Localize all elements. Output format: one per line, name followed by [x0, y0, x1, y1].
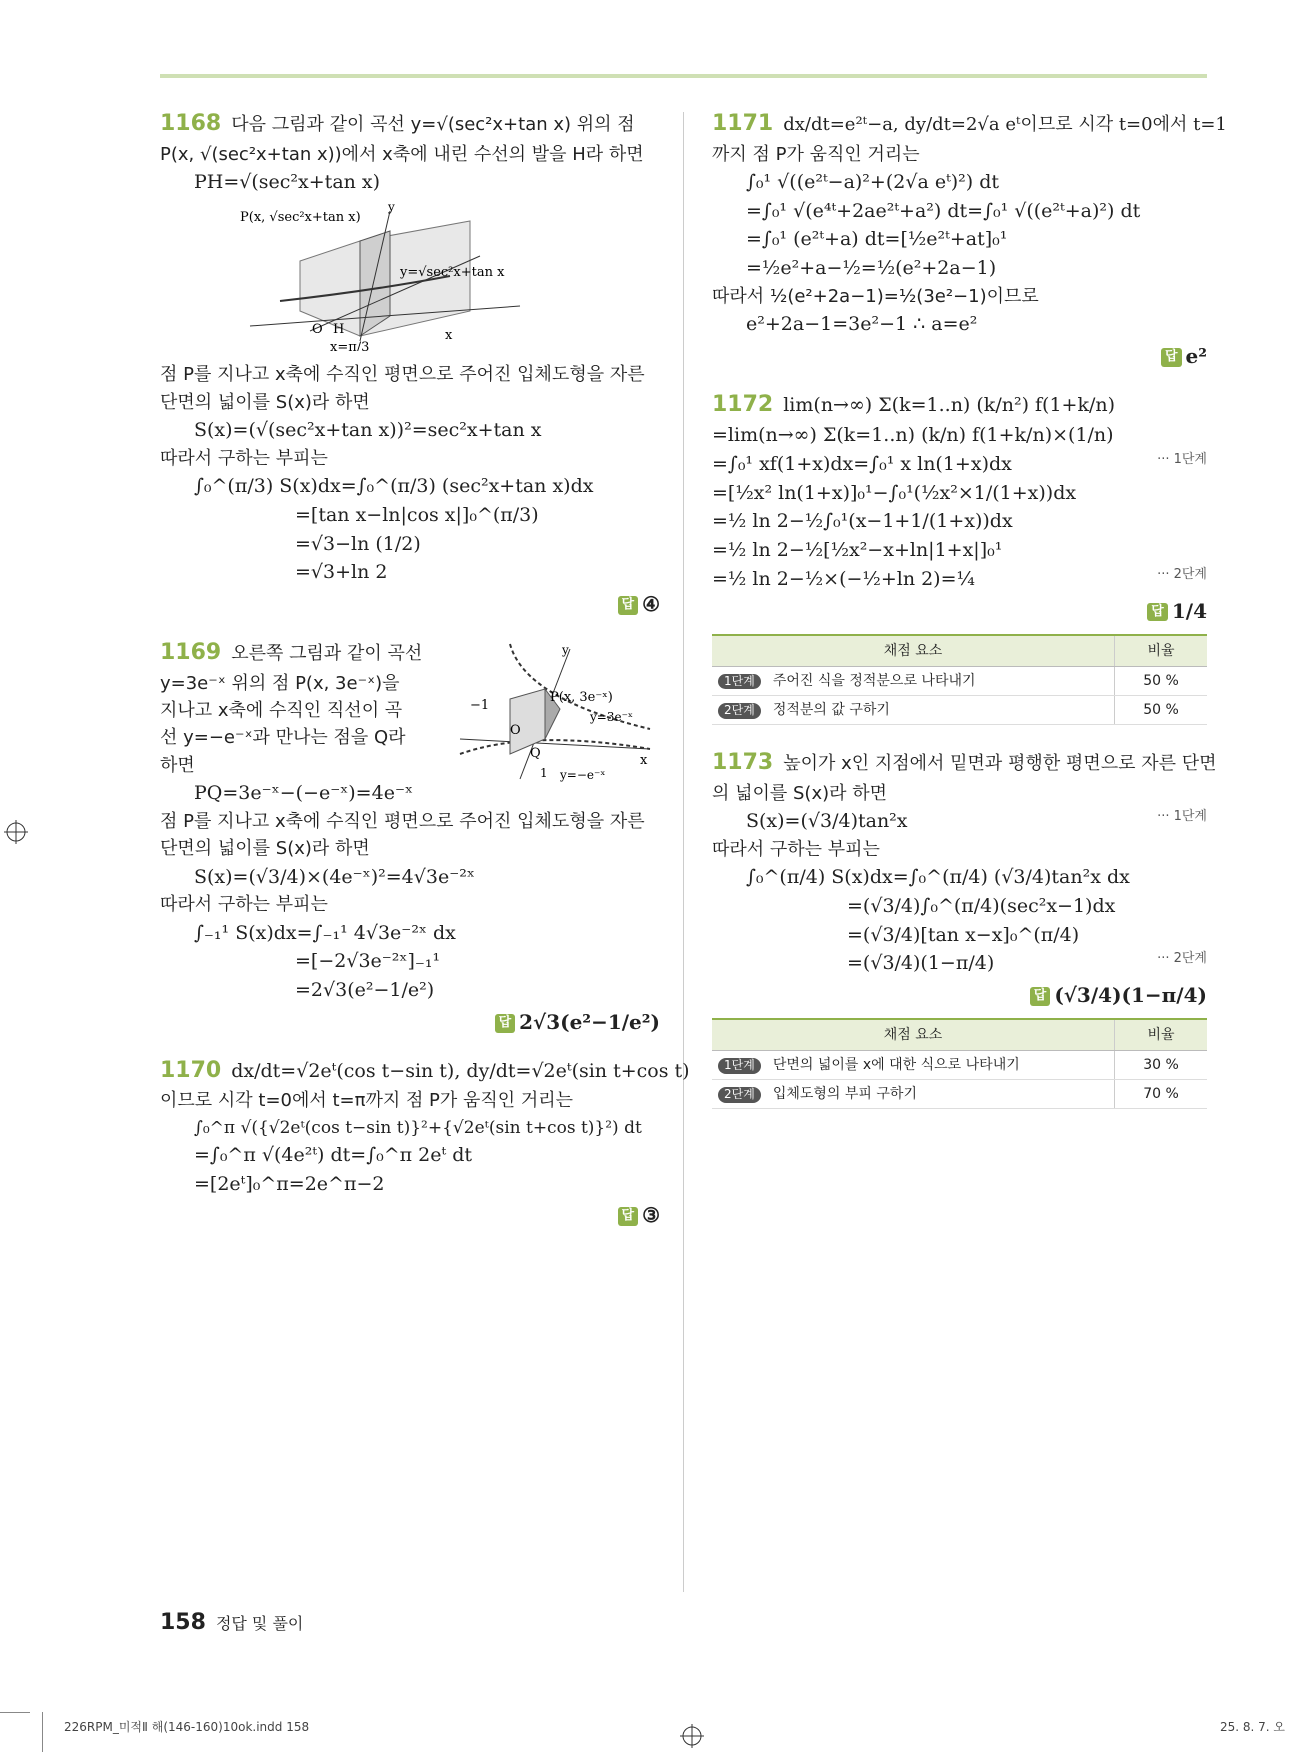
svg-text:−1: −1	[470, 697, 490, 713]
registration-mark-icon	[4, 820, 28, 844]
svg-text:O: O	[312, 321, 323, 337]
score-table-1173: 채점 요소 비율 1단계 단면의 넓이를 x에 대한 식으로 나타내기 30 % 2단계 입체도형의 부피 구하기 70 %	[712, 1018, 1207, 1110]
answer-badge: 답	[618, 596, 639, 615]
stage-marker: ··· 2단계	[1157, 951, 1207, 967]
answer-1171: 답 e²	[712, 343, 1207, 369]
problem-1168: 1168 다음 그림과 같이 곡선 y=√(sec²x+tan x) 위의 점 P(x, √(sec²x+tan x))에서 x축에 내린 수선의 발을 H라 하면 PH=√(sec²x+tan x) P(x, √sec²x+tan x) y y=√sec²x+tan x O H x x=π/3 점 P를 지나고 x축에 수직인 평면으로 주어진 입체도형을 자른 단면의 넓이를 S(x)라 하면 S(x)=(√(sec²x+tan x))²=sec²x+tan x 따라서 구하는 부피는 ∫₀^(π/3) S(x)dx=∫₀^(π/3) (sec²x+tan x)dx =[tan x−ln|cos x|]₀^(π/3) =√3−ln (1/2) =√3+ln 2 답 ④	[160, 111, 660, 616]
answer-1172: 답 1/4	[712, 598, 1207, 624]
problem-1171: 1171 dx/dt=e²ᵗ−a, dy/dt=2√a eᵗ이므로 시각 t=0에서 t=1 까지 점 P가 움직인 거리는 ∫₀¹ √((e²ᵗ−a)²+(2√a eᵗ)²) dt =∫₀¹ √(e⁴ᵗ+2ae²ᵗ+a²) dt=∫₀¹ √((e²ᵗ+a)²) dt =∫₀¹ (e²ᵗ+a) dt=[½e²ᵗ+at]₀¹ =½e²+a−½=½(e²+2a−1) 따라서 ½(e²+2a−1)=½(3e²−1)이므로 e²+2a−1=3e²−1 ∴ a=e² 답 e²	[712, 111, 1227, 368]
answer-1168: 답 ④	[160, 591, 660, 617]
answer-1173: 답 (√3/4)(1−π/4)	[712, 982, 1207, 1008]
problem-number: 1173	[712, 750, 774, 776]
stage-marker: ··· 1단계	[1157, 452, 1207, 468]
file-slug: 226RPM_미적Ⅱ 해(146-160)10ok.indd 158	[64, 1720, 310, 1734]
table-row: 2단계 정적분의 값 구하기 50 %	[712, 695, 1207, 724]
left-column	[160, 106, 690, 1250]
svg-text:y=√sec²x+tan x: y=√sec²x+tan x	[400, 264, 505, 280]
stage-marker: ··· 1단계	[1157, 809, 1207, 825]
problem-number: 1168	[160, 111, 222, 136]
problem-number: 1169	[160, 639, 222, 665]
figure-1169	[450, 639, 660, 796]
svg-text:y=3e⁻ˣ: y=3e⁻ˣ	[590, 709, 633, 724]
stage-marker: ··· 2단계	[1157, 566, 1207, 582]
problem-1172: 1172 lim(n→∞) Σ(k=1..n) (k/n²) f(1+k/n) =lim(n→∞) Σ(k=1..n) (k/n) f(1+k/n)×(1/n) =∫₀¹ xf(1+x)dx=∫₀¹ x ln(1+x)dx ··· 1단계 =[½x² ln(1+x)]₀¹−∫₀¹(½x²×1/(1+x))dx =½ ln 2−½∫₀¹(x−1+1/(1+x))dx =½ ln 2−½[½x²−x+ln|1+x|]₀¹ =½ ln 2−½×(−½+ln 2)=¼ ··· 2단계 답 1/4 채점 요소 비율 1단계 주어진 식을 정적분으로 나타내기 50 % 2단계 정적분의 값 구하기 50 %	[712, 391, 1207, 725]
problem-1170: 1170 dx/dt=√2eᵗ(cos t−sin t), dy/dt=√2eᵗ(sin t+cos t) 이므로 시각 t=0에서 t=π까지 점 P가 움직인 거리는 ∫₀^π √({√2eᵗ(cos t−sin t)}²+{√2eᵗ(sin t+cos t)}²) dt =∫₀^π √(4e²ᵗ) dt=∫₀^π 2eᵗ dt =[2eᵗ]₀^π=2e^π−2 답 ③	[160, 1057, 690, 1228]
registration-mark-icon	[680, 1724, 704, 1748]
problem-1169: y P(x, 3e⁻ˣ) y=3e⁻ˣ −1 O Q x 1 y=−e⁻ˣ 1169 오른쪽 그림과 같이 곡선 y=3e⁻ˣ 위의 점 P(x, 3e⁻ˣ)을 지나고 x축에 수직인 직선이 곡 선 y=−e⁻ˣ과 만나는 점을 Q라 하면 PQ=3e⁻ˣ−(−e⁻ˣ)=4e⁻ˣ 점 P를 지나고 x축에 수직인 평면으로 주어진 입체도형을 자른 단면의 넓이를 S(x)라 하면 S(x)=(√3/4)×(4e⁻ˣ)²=4√3e⁻²ˣ 따라서 구하는 부피는 ∫₋₁¹ S(x)dx=∫₋₁¹ 4√3e⁻²ˣ dx =[−2√3e⁻²ˣ]₋₁¹ =2√3(e²−1/e²) 답 2√3(e²−1/e²)	[160, 639, 660, 1034]
answer-badge: 답	[1147, 603, 1168, 622]
problem-number: 1172	[712, 391, 774, 417]
svg-text:O: O	[510, 722, 521, 738]
svg-text:x: x	[445, 327, 453, 343]
svg-text:x=π/3: x=π/3	[330, 339, 370, 351]
svg-text:y=−e⁻ˣ: y=−e⁻ˣ	[560, 767, 606, 782]
svg-text:H: H	[333, 321, 345, 337]
svg-text:y: y	[562, 642, 569, 657]
svg-text:x: x	[640, 752, 648, 768]
problem-1173: 1173 높이가 x인 지점에서 밑면과 평행한 평면으로 자른 단면 의 넓이를 S(x)라 하면 S(x)=(√3/4)tan²x ··· 1단계 따라서 구하는 부피는 ∫₀^(π/4) S(x)dx=∫₀^(π/4) (√3/4)tan²x dx =(√3/4)∫₀^(π/4)(sec²x−1)dx =(√3/4)[tan x−x]₀^(π/4) =(√3/4)(1−π/4) ··· 2단계 답 (√3/4)(1−π/4) 채점 요소 비율 1단계 단면의 넓이를 x에 대한 식으로 나타내기 30 % 2단계 입체도형의 부피 구하기 70 %	[712, 749, 1207, 1109]
answer-1169: 답 2√3(e²−1/e²)	[160, 1009, 660, 1035]
top-rule	[160, 74, 1207, 78]
table-row: 1단계 단면의 넓이를 x에 대한 식으로 나타내기 30 %	[712, 1051, 1207, 1080]
date-slug: 25. 8. 7. 오	[1220, 1720, 1286, 1734]
column-divider	[683, 112, 684, 1592]
score-table-1172: 채점 요소 비율 1단계 주어진 식을 정적분으로 나타내기 50 % 2단계 정적분의 값 구하기 50 %	[712, 634, 1207, 726]
page-number: 158	[160, 1610, 206, 1635]
svg-text:y: y	[388, 200, 395, 214]
crop-mark	[0, 1712, 30, 1713]
table-row: 2단계 입체도형의 부피 구하기 70 %	[712, 1080, 1207, 1109]
right-column	[712, 106, 1227, 1133]
svg-text:P(x, √sec²x+tan x): P(x, √sec²x+tan x)	[240, 209, 361, 225]
answer-1170: 답 ③	[160, 1202, 660, 1228]
problem-number: 1170	[160, 1057, 222, 1083]
crop-mark	[42, 1712, 43, 1752]
page-footer	[160, 1610, 303, 1635]
svg-text:P(x, 3e⁻ˣ): P(x, 3e⁻ˣ)	[550, 689, 613, 705]
answer-badge: 답	[618, 1207, 639, 1226]
figure-1168	[220, 201, 660, 358]
answer-badge: 답	[495, 1014, 516, 1033]
table-row: 1단계 주어진 식을 정적분으로 나타내기 50 %	[712, 666, 1207, 695]
answer-badge: 답	[1161, 348, 1182, 367]
svg-text:1: 1	[540, 765, 548, 780]
section-title: 정답 및 풀이	[215, 1614, 304, 1633]
answer-badge: 답	[1030, 987, 1051, 1006]
problem-number: 1171	[712, 111, 774, 136]
svg-text:Q: Q	[530, 745, 541, 761]
